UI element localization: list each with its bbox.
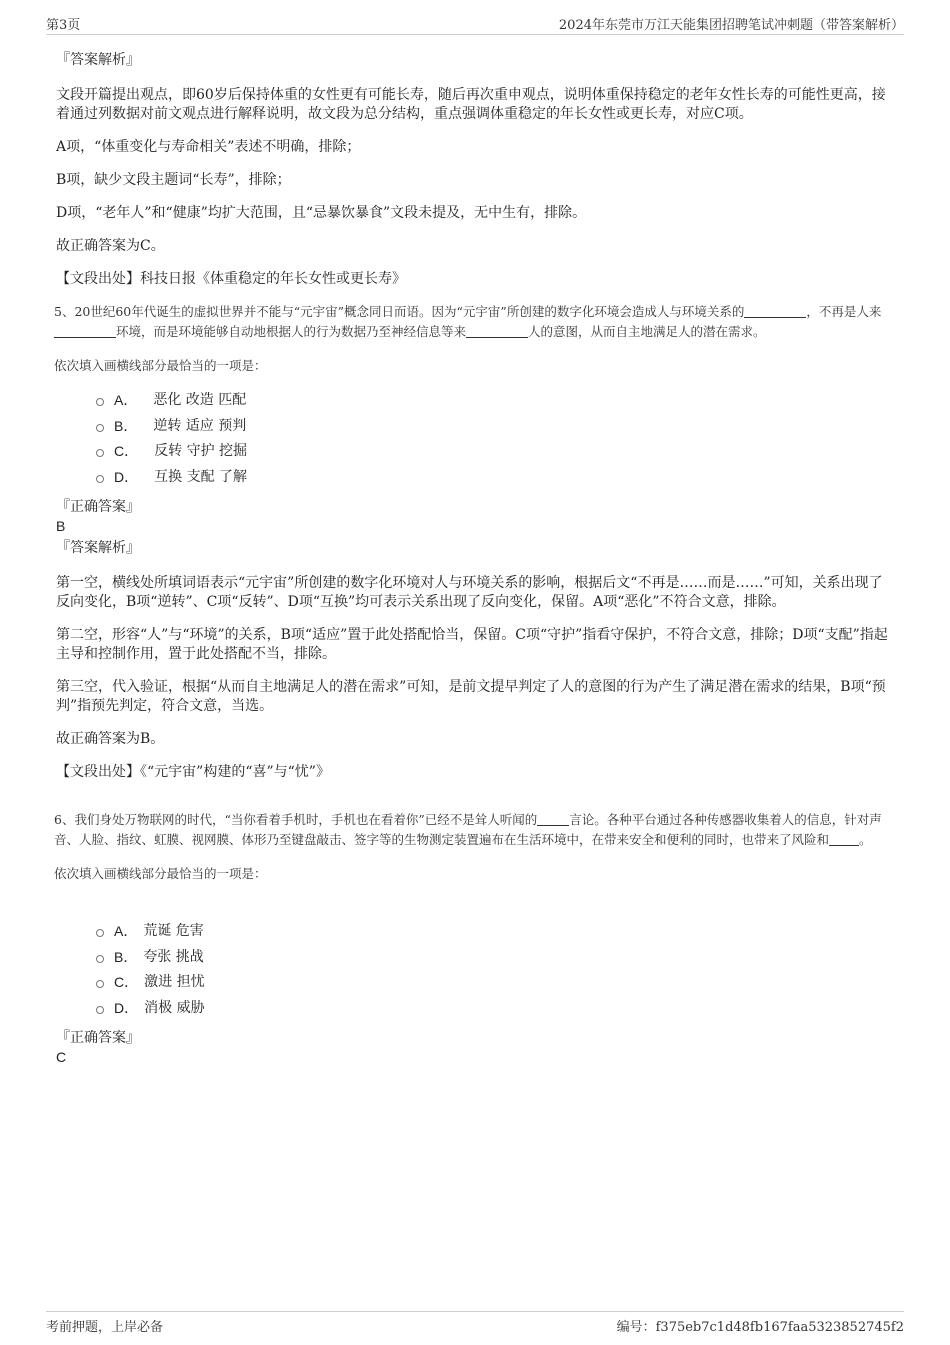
answer-blank xyxy=(744,303,806,318)
analysis-paragraph: B项，缺少文段主题词“长寿”，排除； xyxy=(56,172,291,188)
answer-blank xyxy=(829,831,859,846)
answer-blank xyxy=(54,323,116,338)
radio-icon[interactable] xyxy=(96,955,104,963)
radio-icon[interactable] xyxy=(96,449,104,457)
option-d[interactable]: D． 互换 支配 了解 xyxy=(96,465,247,491)
question-instruction: 依次填入画横线部分最恰当的一项是： xyxy=(54,866,267,881)
q6-options xyxy=(96,919,205,1021)
analysis-conclusion: 故正确答案为C。 xyxy=(56,238,165,254)
analysis-conclusion: 故正确答案为B。 xyxy=(56,731,165,747)
option-c[interactable]: C． 激进 担忧 xyxy=(96,970,205,996)
question-stem xyxy=(54,302,896,342)
answer-blank xyxy=(537,811,569,826)
source-citation: 【文段出处】《“元宇宙”构建的“喜”与“忧”》 xyxy=(56,764,330,780)
radio-icon[interactable] xyxy=(96,980,104,988)
correct-answer: C xyxy=(56,1049,67,1065)
page-footer xyxy=(46,1311,904,1337)
stem-text: 6、我们身处万物联网的时代，“当你看着手机时，手机也在看着你”已经不是耸人听闻的 xyxy=(54,812,538,827)
question-6 xyxy=(54,810,896,884)
analysis-paragraph: 第一空，横线处所填词语表示“元宇宙”所创建的数字化环境对人与环境关系的影响，根据后文“不再是……而是……”可知，关系出现了反向变化，B项“逆转”、C项“反转”、D项“互换”均可表示关系出现了反向变化，保留。A项“恶化”不符合文意，排除。 xyxy=(56,575,883,610)
analysis-label: 『答案解析』 xyxy=(56,52,140,68)
option-b[interactable]: B． 夸张 挑战 xyxy=(96,945,205,971)
analysis-label: 『答案解析』 xyxy=(56,540,140,556)
option-d[interactable]: D． 消极 威胁 xyxy=(96,996,205,1022)
question-stem xyxy=(54,810,896,850)
analysis-paragraph: 第三空，代入验证，根据“从而自主地满足人的潜在需求”可知，是前文提早判定了人的意图的行为产生了满足潜在需求的结果，B项“预判”指预先判定，符合文意，当选。 xyxy=(56,679,886,714)
footer-slogan: 考前押题，上岸必备 xyxy=(46,1320,164,1335)
stem-text: ，不再是人来 xyxy=(806,304,882,319)
analysis-paragraph: A项，“体重变化与寿命相关”表述不明确，排除； xyxy=(56,139,361,155)
option-b[interactable]: B． 逆转 适应 预判 xyxy=(96,414,247,440)
question-instruction: 依次填入画横线部分最恰当的一项是： xyxy=(54,358,267,373)
q6-answer-block xyxy=(56,1028,896,1066)
answer-label: 『正确答案』 xyxy=(56,499,140,515)
radio-icon[interactable] xyxy=(96,424,104,432)
stem-text: 人的意图，从而自主地满足人的潜在需求。 xyxy=(528,324,766,339)
q5-options xyxy=(96,388,247,490)
stem-text: 。 xyxy=(859,832,872,847)
option-a[interactable]: A． 荒诞 危害 xyxy=(96,919,205,945)
q4-analysis xyxy=(56,50,896,289)
stem-text: 言论。各种平台通过各种传感器收集着人的信息，针对声音、人脸、指纹、虹膜、视网膜、体形乃至键盘敲击、签字等的生物测定装置遍布在生活环境中，在带来安全和便利的同时，也带来了风险和 xyxy=(54,812,882,847)
option-c[interactable]: C． 反转 守护 挖掘 xyxy=(96,439,247,465)
analysis-paragraph: 第二空，形容“人”与“环境”的关系，B项“适应”置于此处搭配恰当，保留。C项“守护”指看守保护，不符合文意，排除；D项“支配”指起主导和控制作用，置于此处搭配不当，排除。 xyxy=(56,627,888,662)
answer-label: 『正确答案』 xyxy=(56,1030,140,1046)
radio-icon[interactable] xyxy=(96,398,104,406)
question-5 xyxy=(54,302,896,376)
analysis-paragraph: D项，“老年人”和“健康”均扩大范围，且“忌暴饮暴食”文段未提及，无中生有，排除。 xyxy=(56,205,587,221)
q5-answer-block xyxy=(56,497,896,782)
stem-text: 环境，而是环境能够自动地根据人的行为数据乃至神经信息等来 xyxy=(116,324,467,339)
document-title: 2024年东莞市万江天能集团招聘笔试冲刺题（带答案解析） xyxy=(558,18,904,33)
option-a[interactable]: A． 恶化 改造 匹配 xyxy=(96,388,247,414)
answer-blank xyxy=(466,323,528,338)
radio-icon[interactable] xyxy=(96,929,104,937)
analysis-paragraph: 文段开篇提出观点，即60岁后保持体重的女性更有可能长寿，随后再次重申观点，说明体重保持稳定的老年女性长寿的可能性更高，接着通过列数据对前文观点进行解释说明，故文段为总分结构，重点强调体重稳定的年长女性或更长寿，对应C项。 xyxy=(56,87,886,122)
source-citation: 【文段出处】科技日报《体重稳定的年长女性或更长寿》 xyxy=(56,271,406,287)
page-number: 第3页 xyxy=(46,18,81,33)
radio-icon[interactable] xyxy=(96,475,104,483)
stem-text: 5、20世纪60年代诞生的虚拟世界并不能与“元宇宙”概念同日而语。因为“元宇宙”所创建的数字化环境会造成人与环境关系的 xyxy=(54,304,745,319)
correct-answer: B xyxy=(56,518,66,534)
document-serial: 编号：f375eb7c1d48fb167faa5323852745f2 xyxy=(616,1320,904,1335)
page-header xyxy=(46,14,904,35)
radio-icon[interactable] xyxy=(96,1006,104,1014)
